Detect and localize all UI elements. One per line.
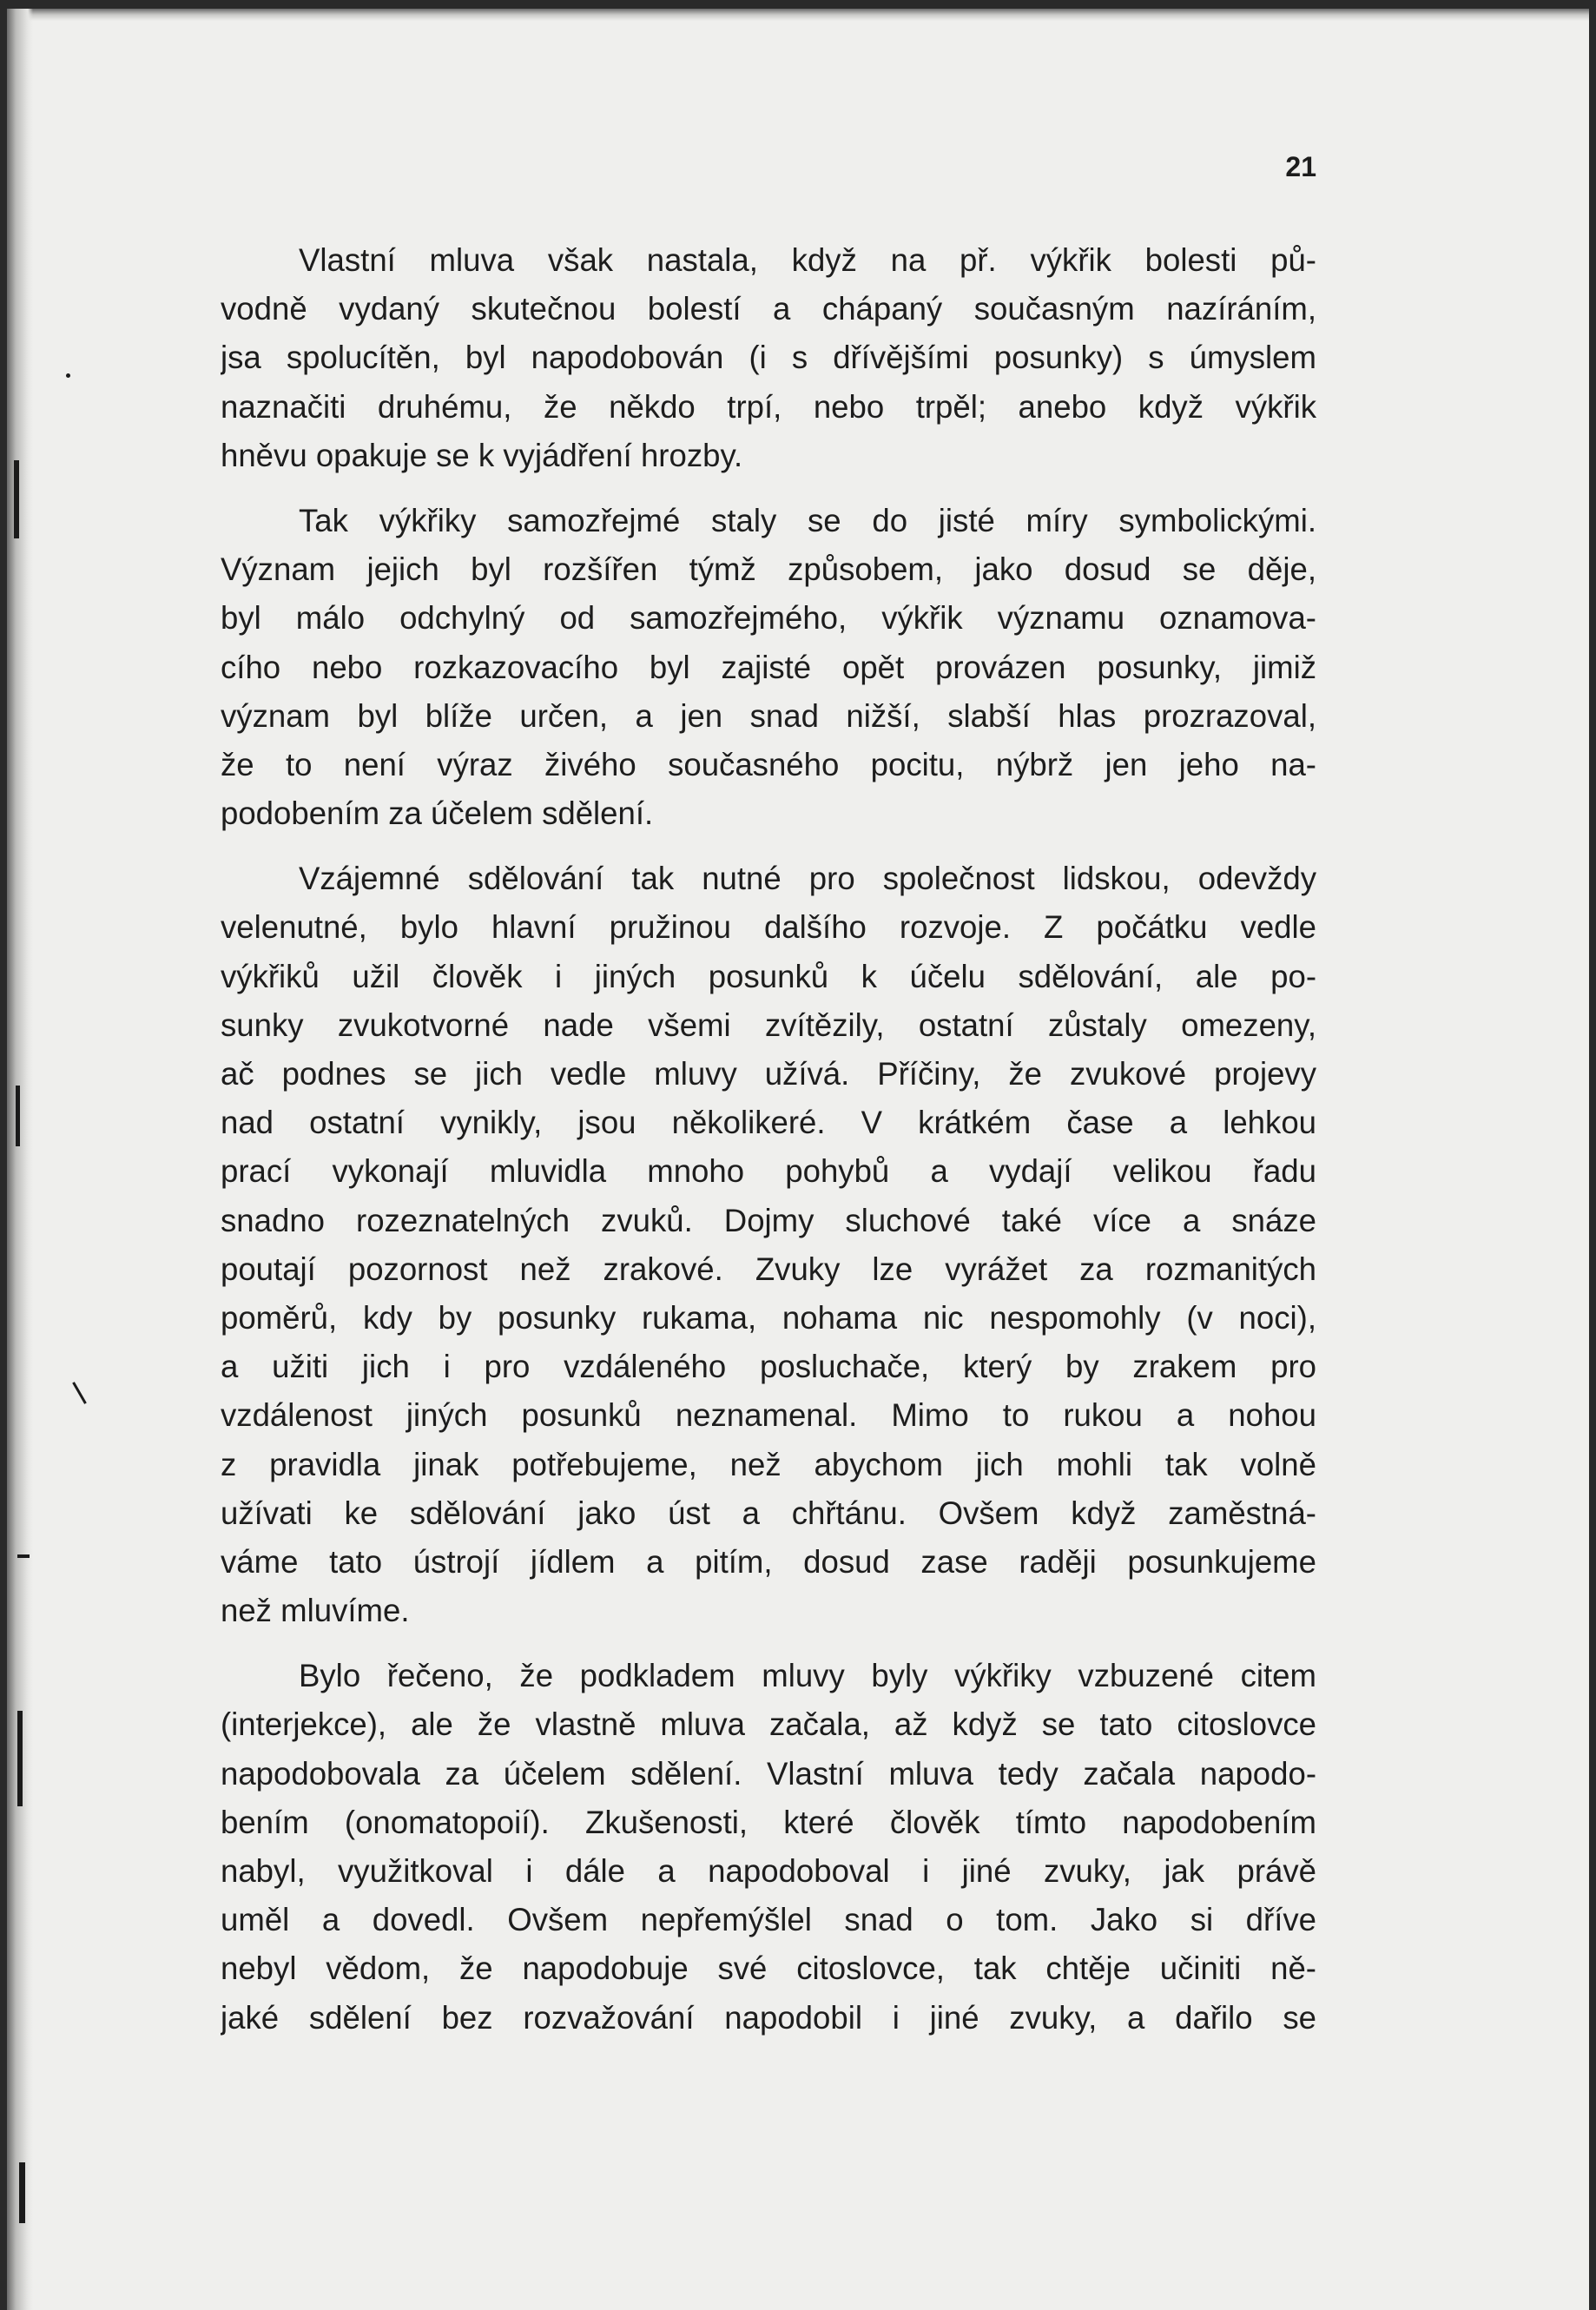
text-line: velenutné, bylo hlavní pružinou dalšího rozvoje. Z počátku vedle — [221, 909, 1316, 946]
text-line: naznačiti druhému, že někdo trpí, nebo trpěl; anebo když výkřik — [221, 388, 1316, 425]
text-line: byl málo odchylný od samozřejmého, výkřik významu oznamova- — [221, 600, 1316, 637]
text-line: Význam jejich byl rozšířen týmž způsobem, jako dosud se děje, — [221, 551, 1316, 588]
text-line: poutají pozornost než zrakové. Zvuky lze vyrážet za rozmanitých — [221, 1251, 1316, 1287]
text-line: sunky zvukotvorné nade všemi zvítězily, ostatní zůstaly omezeny, — [221, 1006, 1316, 1043]
text-line: ač podnes se jich vedle mluvy užívá. Příčiny, že zvukové projevy — [221, 1056, 1316, 1092]
text-line: podobením za účelem sdělení. — [221, 795, 654, 832]
text-line: a užiti jich i pro vzdáleného posluchače, který by zrakem pro — [221, 1349, 1316, 1385]
text-line: jsa spolucítěn, byl napodobován (i s dřívějšími posunky) s úmyslem — [221, 340, 1316, 376]
text-line: snadno rozeznatelných zvuků. Dojmy sluchové také více a snáze — [221, 1202, 1316, 1238]
paragraph-3 — [221, 855, 1316, 1635]
text-line: nabyl, využitkoval i dále a napodoboval i jiné zvuky, jak právě — [221, 1853, 1316, 1889]
text-line: Vlastní mluva však nastala, když na př. výkřik bolesti pů- — [299, 242, 1316, 278]
page-number: 21 — [1285, 151, 1316, 182]
scan-artifact-mark — [72, 1382, 87, 1404]
text-line: nad ostatní vynikly, jsou několikeré. V krátkém čase a lehkou — [221, 1105, 1316, 1141]
text-line: váme tato ústrojí jídlem a pitím, dosud zase raději posunkujeme — [221, 1543, 1316, 1580]
paragraph-4 — [221, 1652, 1316, 2043]
text-line: (interjekce), ale že vlastně mluva začala, až když se tato citoslovce — [221, 1706, 1316, 1743]
scan-artifact-mark — [17, 1711, 23, 1806]
text-line: uměl a dovedl. Ovšem nepřemýšlel snad o tom. Jako si dříve — [221, 1902, 1316, 1938]
text-line: vodně vydaný skutečnou bolestí a chápaný současným nazíráním, — [221, 291, 1316, 327]
scan-artifact-mark — [19, 2162, 25, 2223]
text-line: výkřiků užil člověk i jiných posunků k účelu sdělování, ale po- — [221, 958, 1316, 994]
text-line: hněvu opakuje se k vyjádření hrozby. — [221, 437, 743, 473]
text-line: užívati ke sdělování jako úst a chřtánu. Ovšem když zaměstná- — [221, 1495, 1316, 1531]
text-line: než mluvíme. — [221, 1593, 410, 1629]
text-line: z pravidla jinak potřebujeme, než abychom jich mohli tak volně — [221, 1446, 1316, 1482]
text-line: Tak výkřiky samozřejmé staly se do jisté míry symbolickými. — [299, 502, 1316, 538]
text-line: vzdálenost jiných posunků neznamenal. Mimo to rukou a nohou — [221, 1397, 1316, 1434]
text-line: význam byl blíže určen, a jen snad nižší, slabší hlas prozrazoval, — [221, 697, 1316, 734]
text-line: cího nebo rozkazovacího byl zajisté opět provázen posunky, jimiž — [221, 649, 1316, 685]
paragraph-2 — [221, 497, 1316, 838]
book-page — [7, 9, 1589, 2310]
body-text — [221, 236, 1316, 2043]
text-line: poměrů, kdy by posunky rukama, nohama nic nespomohly (v noci), — [221, 1299, 1316, 1336]
page-top-edge-shadow — [7, 9, 1589, 21]
scan-artifact-mark — [16, 1086, 20, 1146]
text-line: že to není výraz živého současného pocitu, nýbrž jen jeho na- — [221, 746, 1316, 782]
text-line: jaké sdělení bez rozvažování napodobil i jiné zvuky, a dařilo se — [221, 1999, 1316, 2036]
text-line: nebyl vědom, že napodobuje své citoslovce, tak chtěje učiniti ně- — [221, 1950, 1316, 1987]
scan-artifact-mark — [17, 1554, 30, 1558]
page-binding-shadow — [7, 9, 33, 2310]
text-line: napodobovala za účelem sdělení. Vlastní mluva tedy začala napodo- — [221, 1755, 1316, 1792]
text-line: Bylo řečeno, že podkladem mluvy byly výkřiky vzbuzené citem — [299, 1658, 1316, 1694]
text-line: Vzájemné sdělování tak nutné pro společnost lidskou, odevždy — [299, 861, 1316, 897]
text-line: prací vykonají mluvidla mnoho pohybů a vydají velikou řadu — [221, 1153, 1316, 1190]
paragraph-1 — [221, 236, 1316, 480]
text-line: bením (onomatopoií). Zkušenosti, které člověk tímto napodobením — [221, 1804, 1316, 1840]
scan-artifact-mark — [14, 460, 19, 538]
scan-artifact-dot — [66, 373, 70, 378]
